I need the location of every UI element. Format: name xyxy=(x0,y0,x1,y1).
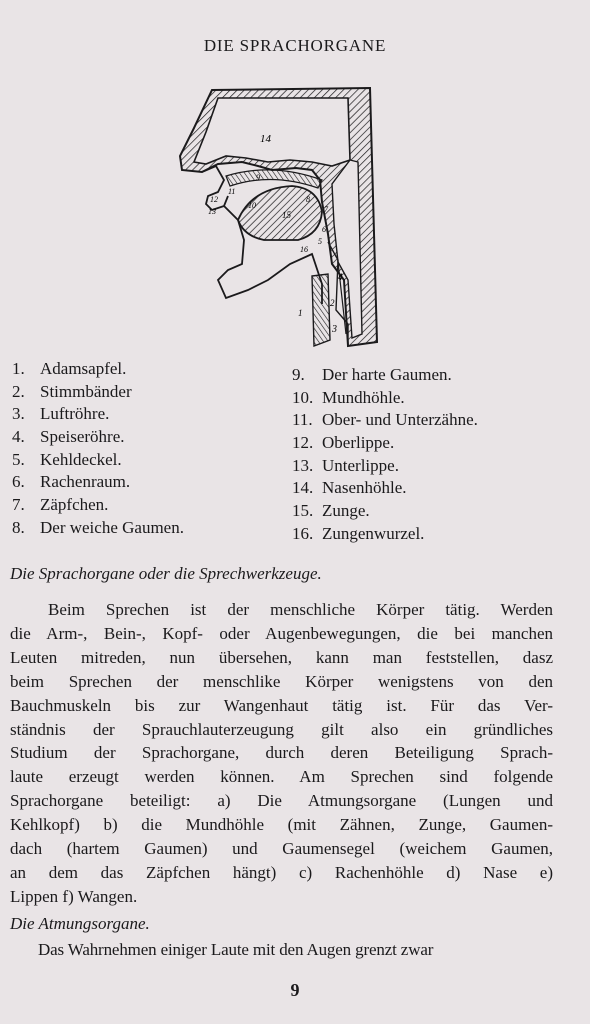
legend-item: 1. Adamsapfel. xyxy=(12,359,127,378)
text-line: Leuten mitreden, nun übersehen, kann man feststellen, dasz xyxy=(10,647,553,667)
figure-label: 2 xyxy=(330,298,335,308)
text-line: Studium der Sprachorgane, durch deren Beteiligung Sprach- xyxy=(10,743,553,763)
figure-label: 8 xyxy=(306,195,310,204)
body-paragraph-start: Das Wahrnehmen einiger Laute mit den Augen grenzt zwar xyxy=(38,940,434,959)
legend-item: 5. Kehldeckel. xyxy=(12,449,122,469)
text-line: ständnis der Sprauchlauterzeugung gilt also ein gründliches xyxy=(10,719,553,739)
text-line: beim Sprechen der menschlike Körper wenigstens von den xyxy=(10,671,553,691)
legend-item: 7. Zäpfchen. xyxy=(12,495,109,515)
legend-item: 15. Zunge. xyxy=(292,501,370,521)
text-line: die Arm-, Bein-, Kopf- oder Augenbewegungen, die bei manchen xyxy=(10,623,553,643)
text-line: Beim Sprechen ist der menschliche Körper tätig. Werden xyxy=(48,600,553,619)
nasal-cavity xyxy=(194,98,350,166)
figure-label: 7 xyxy=(324,205,328,214)
figure-label: 13 xyxy=(208,207,216,216)
text-line: an dem das Zäpfchen hängt) c) Rachenhöhle d) Nase e) xyxy=(10,862,553,882)
figure-label: 5 xyxy=(318,237,322,246)
text-line: laute erzeugt werden können. Am Sprechen sind folgende xyxy=(10,767,553,787)
legend-item: 8. Der weiche Gaumen. xyxy=(12,517,184,537)
legend-item: 12. Oberlippe. xyxy=(292,433,395,453)
figure-label: 15 xyxy=(282,210,291,220)
neck-front xyxy=(312,274,330,346)
figure-label: 11 xyxy=(228,187,236,196)
legend-item: 2. Stimmbänder xyxy=(12,381,132,401)
legend-left-column xyxy=(12,358,184,540)
legend-right-column xyxy=(292,364,478,546)
figure-label: 6 xyxy=(322,225,326,234)
text-line: Bauchmuskeln bis zur Wangenhaut tätig ist. Für das Ver- xyxy=(10,695,553,715)
figure-label: 14 xyxy=(260,133,271,145)
text-line: Lippen f) Wangen. xyxy=(10,886,138,906)
figure-label: 9 xyxy=(256,173,260,182)
figure-label: 3 xyxy=(332,324,337,335)
vocal-tract-drawing xyxy=(172,84,392,354)
text-line: dach (hartem Gaumen) und Gaumensegel (weichem Gaumen, xyxy=(10,839,553,859)
legend-item: 14. Nasenhöhle. xyxy=(292,478,407,498)
section-heading-atmungsorgane: Die Atmungsorgane. xyxy=(10,914,150,933)
section-heading-sprachorgane: Die Sprachorgane oder die Sprechwerkzeuge. xyxy=(10,564,322,583)
legend-item: 4. Speiseröhre. xyxy=(12,427,125,447)
body-paragraph xyxy=(10,598,553,909)
page-title: DIE SPRACHORGANE xyxy=(203,36,387,55)
legend-item: 6. Rachenraum. xyxy=(12,472,131,492)
text-line: Sprachorgane beteiligt: a) Die Atmungsorgane (Lungen und xyxy=(10,791,553,811)
legend-item: 9. Der harte Gaumen. xyxy=(292,365,452,384)
page-number: 9 xyxy=(290,980,300,1000)
legend-item: 3. Luftröhre. xyxy=(12,404,110,424)
figure-label: 10 xyxy=(248,201,256,210)
legend-item: 11. Ober- und Unterzähne. xyxy=(292,410,478,430)
vocal-tract-diagram xyxy=(172,84,392,354)
hard-palate xyxy=(226,170,322,188)
legend-item: 10. Mundhöhle. xyxy=(292,387,405,407)
figure-label: 1 xyxy=(298,308,303,318)
legend-item: 16. Zungenwurzel. xyxy=(292,523,425,543)
legend-item: 13. Unterlippe. xyxy=(292,455,399,475)
text-line: Kehlkopf) b) die Mundhöhle (mit Zähnen, Zunge, Gaumen- xyxy=(10,815,553,835)
figure-label: 16 xyxy=(300,245,308,254)
figure-label: 12 xyxy=(210,195,218,204)
figure-label: 4 xyxy=(338,272,343,282)
